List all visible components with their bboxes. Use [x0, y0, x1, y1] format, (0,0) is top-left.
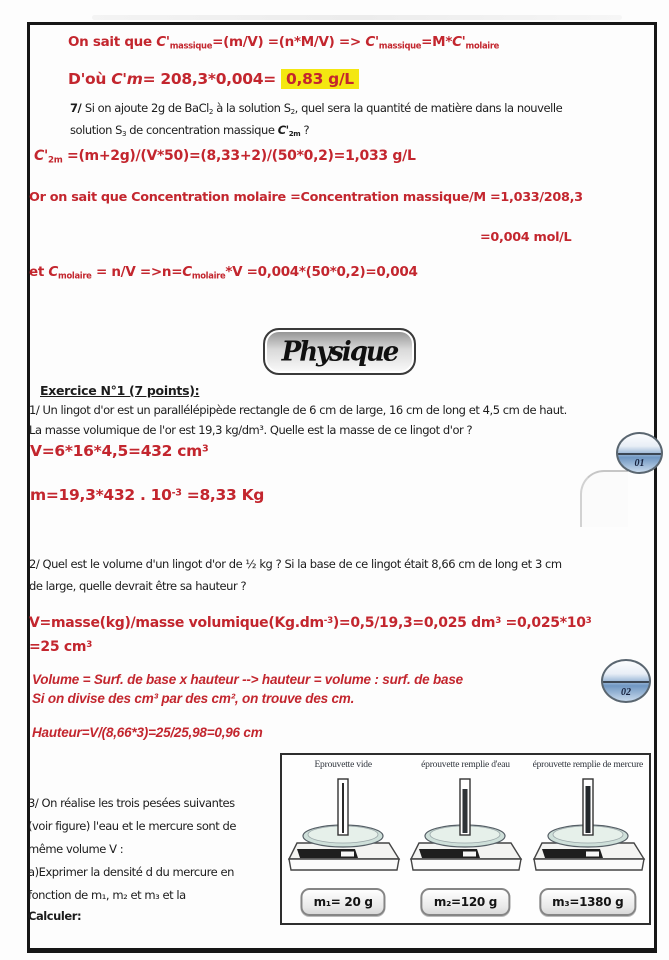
page-marker-02-label: 02: [621, 687, 631, 698]
exercise-heading: Exercice N°1 (7 points):: [40, 383, 200, 398]
page-marker-01: [616, 432, 663, 474]
question-3-line-4: a)Exprimer la densité d du mercure en: [28, 865, 234, 879]
scale-display-window: [341, 852, 354, 857]
page-marker-divider: [618, 453, 661, 455]
mass-label-text: m₂=120 g: [433, 895, 498, 909]
chem-result-line: D'où C'm= 208,3*0,004= 0,83 g/L: [68, 70, 359, 88]
physique-banner: [263, 328, 416, 375]
chem-derivation-line: On sait que $C'_{massique}=(m/V) =(n*M/V) => C'_{massique}=M*C'_{molaire}$: [68, 34, 500, 51]
figure-column-empty: [282, 755, 404, 923]
mass-label-text: m₃=1380 g: [552, 895, 624, 909]
mass-label-m3: [539, 888, 636, 916]
method-note-line-2: Si on divise des cm³ par des cm², on trouve des cm.: [32, 691, 355, 706]
question-3-line-3: même volume V :: [28, 842, 124, 856]
weighing-figure: [280, 753, 651, 925]
scale-body-front: [289, 859, 399, 870]
question-3-line-5: fonction de m₁, m₂ et m₃ et la: [28, 888, 186, 902]
question-3-line-6: Calculer:: [28, 909, 82, 923]
c2m-calculation: $C'_{2m} =(m+2g)/(V*50)=(8,33+2)/(50*0,2)=1,033$ g/L: [34, 148, 416, 166]
photo-artifact: [92, 15, 622, 20]
scale-body-front: [534, 859, 644, 870]
test-tube-water-fill: [463, 789, 468, 833]
question-2-line-1: 2/ Quel est le volume d'un lingot d'or de ½ kg ? Si la base de ce lingot était 8,66 cm de long et 3 cm: [29, 557, 562, 571]
answer-1-volume: V=6*16*4,5=432 $cm^3$: [30, 442, 209, 460]
method-note-line-1: Volume = Surf. de base x hauteur --> hauteur = volume : surf. de base: [32, 672, 463, 687]
mass-label-m2: [421, 888, 510, 916]
balance-scale-illustration: [407, 777, 523, 877]
page-marker-02: [601, 659, 651, 703]
molar-concentration-line: Or on sait que Concentration molaire =Concentration massique/M =1,033/208,3: [29, 190, 583, 205]
figure-caption: éprouvette remplie de mercure: [532, 760, 644, 770]
figure-caption: Eprouvette vide: [314, 760, 372, 770]
answer-2-line-2: =25 $cm^3$: [29, 639, 92, 655]
scale-display-window: [586, 852, 599, 857]
test-tube-mercury-fill: [585, 786, 590, 833]
molar-result: =0,004 mol/L: [480, 230, 572, 245]
question-7-line-1: 7/ Si on ajoute 2g de BaCl$_2$ à la solution $S_2$, quel sera la quantité de matière dans la nouvelle: [70, 101, 563, 116]
balance-scale-illustration: [285, 777, 401, 877]
scale-body-front: [411, 859, 521, 870]
physique-banner-title: Physique: [281, 335, 398, 368]
balance-scale-illustration: [530, 777, 646, 877]
answer-1-mass: m=19,3*432 . $10^{-3} =8,33$ Kg: [30, 486, 265, 504]
page-marker-01-label: 01: [634, 458, 645, 469]
mole-number-calculation: et $C_{molaire} = n/V =>n=C_{molaire}*V =0,004*(50*0,2)=0,004$: [29, 264, 418, 281]
question-7-line-2: solution $S_3$ de concentration massique $C'_{2m}$ ?: [70, 123, 310, 138]
figure-column-mercury: [527, 755, 649, 923]
page-marker-divider: [603, 681, 649, 683]
figure-column-water: [404, 755, 526, 923]
scale-display-window: [463, 852, 476, 857]
question-3-line-1: 3/ On réalise les trois pesées suivantes: [28, 796, 235, 810]
question-2-line-2: de large, quelle devrait être sa hauteur ?: [29, 579, 247, 593]
question-3-line-2: (voir figure) l'eau et le mercure sont de: [28, 819, 236, 833]
mass-label-m1: [301, 888, 386, 916]
page-seam-corner: [580, 470, 628, 527]
question-1-line-1: 1/ Un lingot d'or est un parallélépipède rectangle de 6 cm de large, 16 cm de long et 4,5 cm de haut.: [29, 403, 567, 417]
figure-caption: éprouvette remplie d'eau: [421, 760, 510, 770]
answer-2-height: Hauteur=V/(8,66*3)=25/25,98=0,96 cm: [32, 725, 263, 740]
answer-2-line-1: V=masse(kg)/masse $volumique(Kg.dm^{-3})=0,5/19,3=0,025$ $dm^3 =0,025*10^3$: [29, 615, 592, 631]
question-1-line-2: La masse volumique de l'or est 19,3 kg/dm³. Quelle est la masse de ce lingot d'or ?: [29, 423, 473, 437]
mass-label-text: m₁= 20 g: [313, 895, 373, 909]
